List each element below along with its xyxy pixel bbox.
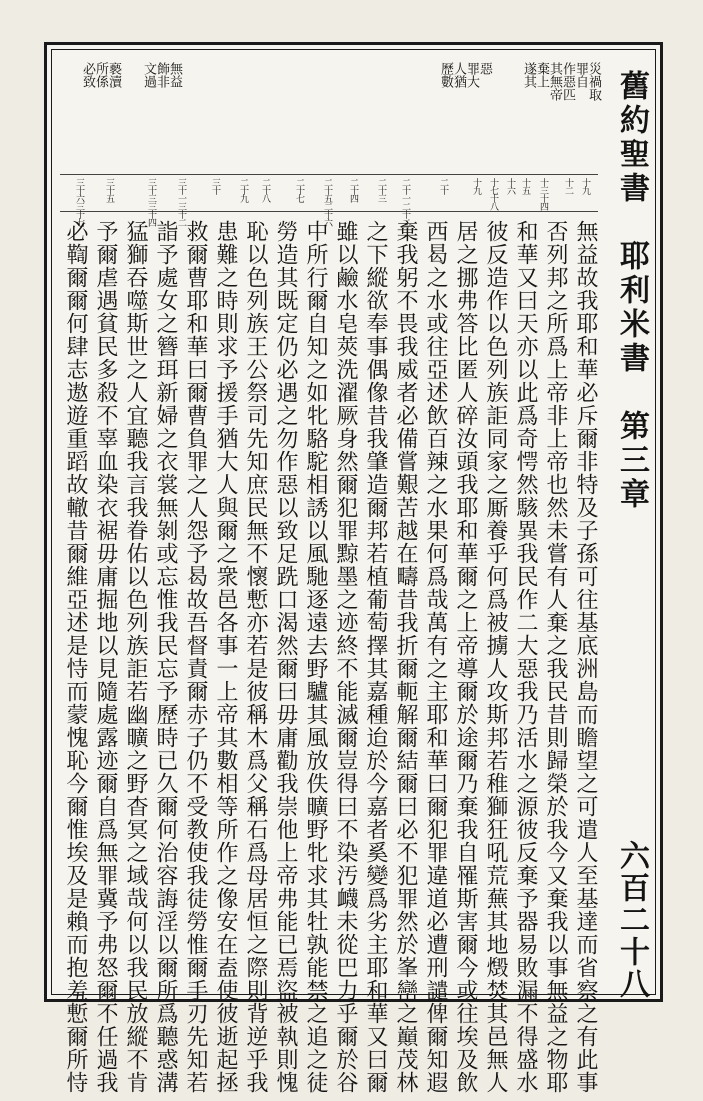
text-column xyxy=(512,220,539,1094)
verse-ref: 二十九 xyxy=(238,178,248,202)
text-column xyxy=(572,220,599,1094)
text-column-content: 之下縱欲奉事偶像昔我肇造爾邦若植葡萄擇其嘉種迨於今嘉者奚變爲劣主耶和華又曰爾 xyxy=(363,220,388,1094)
text-column xyxy=(422,220,449,1094)
verse-ref: 十九 xyxy=(471,178,481,194)
text-column-content: 西曷之水或往亞述飲百辣之水果何爲哉萬有之主耶和華曰爾犯罪違道必遭刑譴俾爾知遐 xyxy=(423,220,448,1094)
gloss-line: 遂其 xyxy=(521,62,536,88)
text-column-content: 予爾虐遇貧民多殺不辜血染衣裾毋庸掘地以見隨處露迹爾自爲無罪冀予弗怒爾不任過我 xyxy=(93,220,118,1094)
gloss-line: 必致 xyxy=(80,62,95,88)
verse-ref: 三十六三十七 xyxy=(74,178,84,226)
text-column xyxy=(452,220,479,1094)
gloss-line: 歷數 xyxy=(438,62,453,88)
verse-ref: 三十三三十四 xyxy=(146,178,156,226)
gloss-line: 災禍取 xyxy=(586,62,601,101)
text-column-content: 詣予處女之簪珥新婦之衣裳無剝或忘惟我民忘予歷時已久爾何治容誨淫以爾所爲聽惑溝 xyxy=(153,220,178,1094)
text-column xyxy=(272,220,299,1094)
verse-ref: 十五 xyxy=(520,178,530,194)
text-column-content: 救爾曹耶和華曰爾曹負罪之人怨予曷故吾督責爾赤子仍不受教使我徒勞惟爾手刃先知若 xyxy=(183,220,208,1094)
text-column-content: 患難之時則求予援手猶大人與爾之衆邑各事一上帝其數相等所作之像安在盍使彼逝起拯 xyxy=(213,220,238,1094)
verse-ref: 三十五 xyxy=(104,178,114,202)
text-column-content: 居之挪弗答比匿人碎汝頭我耶和華爾之上帝導爾於途爾乃棄我自罹斯害爾今或往埃及飲 xyxy=(453,220,478,1094)
verse-ref: 二十一二十二 xyxy=(400,178,410,226)
running-title: 舊約聖書 耶利米書 第三章 xyxy=(614,70,649,512)
text-column xyxy=(482,220,509,1094)
text-column-content: 彼反造作以色列族詎同家之厮養乎何爲被擄人攻斯邦若稚獅狂吼荒蕪其地燬焚其邑無人 xyxy=(483,220,508,1094)
text-column xyxy=(362,220,389,1094)
verse-ref: 二十 xyxy=(438,178,448,194)
text-column-content: 雖以鹼水皂莢洗濯厥身然爾犯罪黥墨之迹終不能滅爾豈得曰不染汚衊未從巴力乎爾於谷 xyxy=(333,220,358,1094)
verse-ref: 十九 xyxy=(580,178,590,194)
text-column xyxy=(122,220,149,1094)
gloss-line: 褻瀆 xyxy=(106,62,121,88)
verse-ref: 十三十四 xyxy=(538,178,548,210)
gloss-line: 作惡匹 xyxy=(560,62,575,101)
verse-ref: 十六 xyxy=(505,178,515,194)
text-column-content: 棄我躬不畏我威者必備嘗艱苦越在疇昔我折爾軛解爾結爾曰必不犯罪然於峯巒之巔茂林 xyxy=(393,220,418,1094)
text-column xyxy=(242,220,269,1094)
text-column xyxy=(302,220,329,1094)
text-column-content: 必鞫爾爾何肆志遨遊重蹈故轍昔爾維亞述是恃而蒙愧恥今爾惟埃及是賴而抱羞慙爾所恃 xyxy=(63,220,88,1094)
gloss-line: 其無帝 xyxy=(547,62,562,101)
gloss-line: 罪自 xyxy=(573,62,588,88)
text-column-content: 和華又曰天亦以此爲奇愕然駭異我民作二大惡我乃活水之源彼反棄予器易敗漏不得盛水 xyxy=(513,220,538,1094)
gloss-line: 棄上 xyxy=(534,62,549,88)
verse-ref: 十七十八 xyxy=(488,178,498,210)
verse-ref: 三十一三十二 xyxy=(176,178,186,226)
gloss-line: 人猶 xyxy=(451,62,466,88)
text-column xyxy=(542,220,569,1094)
text-column-content: 恥以色列族王公祭司先知庶民無不懷慙亦若是彼稱木爲父稱石爲母居恒之際則背逆乎我 xyxy=(243,220,268,1094)
verse-ref: 十二 xyxy=(563,178,573,194)
main-text xyxy=(62,220,600,1094)
text-column xyxy=(332,220,359,1094)
page-number: 六百二十八 xyxy=(614,840,649,1000)
text-column xyxy=(392,220,419,1094)
gloss-line: 所係 xyxy=(93,62,108,88)
verse-ref: 三十 xyxy=(210,178,220,194)
text-column-content: 無益故我耶和華必斥爾非特及子孫可往基底洲島而瞻望之可遣人至基達而省察之有此事 xyxy=(573,220,598,1094)
verse-ref: 二十七 xyxy=(294,178,304,202)
marginal-glosses xyxy=(60,62,601,122)
gloss-line: 文過 xyxy=(141,62,156,88)
text-column xyxy=(152,220,179,1094)
text-column-content: 中所行爾自知之如牝駱駝相誘以風馳逐遠去野驢其風放佚曠野牝求其牡孰能禁之追之徒 xyxy=(303,220,328,1094)
verse-ref: 二十八 xyxy=(260,178,270,202)
verse-reference-row xyxy=(60,174,598,226)
verse-ref: 二十五二十六 xyxy=(322,178,332,226)
text-column-content: 猛獅吞噬斯世之人宜聽我言我眷佑以色列族詎若幽曠之野杳冥之域哉何以我民放縱不肯 xyxy=(123,220,148,1094)
text-column xyxy=(182,220,209,1094)
text-column xyxy=(212,220,239,1094)
verse-ref: 二十三 xyxy=(376,178,386,202)
gloss-line: 飾非 xyxy=(154,62,169,88)
text-column-content: 否列邦之所爲上帝非上帝也然未嘗有人棄之我民昔則歸榮於我今又棄我以事無益之物耶 xyxy=(543,220,568,1094)
text-column-content: 勞造其既定仍必遇之勿作惡以致足跣口渴然爾曰毋庸勸我崇他上帝弗能已焉盜被執則愧 xyxy=(273,220,298,1094)
gloss-line: 無益 xyxy=(167,62,182,88)
gloss-line: 罪大 xyxy=(464,62,479,88)
verse-ref: 二十四 xyxy=(348,178,358,202)
inner-border xyxy=(51,49,656,1094)
text-column xyxy=(92,220,119,1094)
gloss-line: 惡 xyxy=(477,62,492,75)
text-column xyxy=(62,220,89,1094)
page-frame xyxy=(44,42,663,1094)
